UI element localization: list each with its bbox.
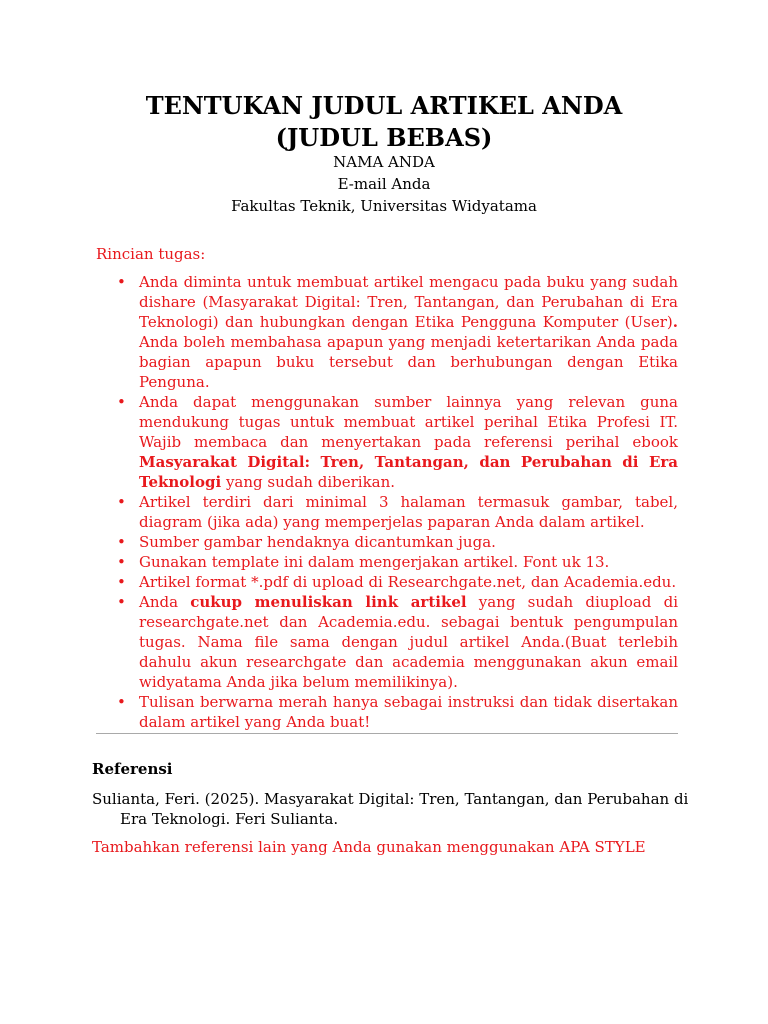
author-name: NAMA ANDA — [333, 153, 435, 171]
bullet-icon: • — [117, 553, 126, 571]
instruction-text: Sumber gambar hendaknya dicantumkan juga. — [139, 533, 496, 551]
instruction-text: yang sudah diupload di researchgate.net dan Academia.edu. sebagai bentuk pengumpulan tugas. Nama file sama dengan judul artikel Anda.(Buat terlebih dahulu akun researchgate dan academia menggunakan akun email widyatama Anda jika belum memilikinya). — [139, 593, 678, 691]
list-item — [96, 392, 678, 492]
instruction-bold-text: cukup menuliskan link artikel — [190, 593, 467, 611]
references-heading: Referensi — [92, 760, 173, 778]
instruction-text: Artikel terdiri dari minimal 3 halaman termasuk gambar, tabel, diagram (jika ada) yang memperjelas paparan Anda dalam artikel. — [139, 493, 678, 531]
author-affiliation: Fakultas Teknik, Universitas Widyatama — [231, 197, 537, 215]
instruction-text: Gunakan template ini dalam mengerjakan artikel. Font uk 13. — [139, 553, 610, 571]
instruction-text: Anda — [139, 593, 191, 611]
bullet-icon: • — [117, 693, 126, 711]
instruction-text: Anda dapat menggunakan sumber lainnya yang relevan guna mendukung tugas untuk membuat artikel perihal Etika Profesi IT. Wajib membaca dan menyertakan pada referensi perihal ebook — [139, 393, 678, 451]
list-item — [96, 272, 678, 392]
section-divider — [96, 733, 678, 734]
instructions-list — [96, 272, 678, 732]
list-item — [96, 592, 678, 692]
list-item — [96, 572, 678, 592]
instruction-text: Anda boleh membahasa apapun yang menjadi ketertarikan Anda pada bagian apapun buku tersebut dan berhubungan dengan Etika Penguna. — [139, 333, 678, 391]
instruction-text: Anda diminta untuk membuat artikel mengacu pada buku yang sudah dishare (Masyarakat Digital: Tren, Tantangan, dan Perubahan di Era Teknologi) dan hubungkan dengan Etika Pengguna Komputer (User) — [139, 273, 678, 331]
list-item — [96, 492, 678, 532]
references-note: Tambahkan referensi lain yang Anda gunakan menggunakan APA STYLE — [92, 838, 646, 856]
article-title: TENTUKAN JUDUL ARTIKEL ANDA (JUDUL BEBAS) — [145, 91, 623, 152]
reference-entry: Sulianta, Feri. (2025). Masyarakat Digital: Tren, Tantangan, dan Perubahan di Era Teknologi. Feri Sulianta. — [92, 790, 689, 828]
instructions-heading: Rincian tugas: — [96, 245, 206, 263]
bullet-icon: • — [117, 273, 126, 291]
bullet-icon: • — [117, 573, 126, 591]
instruction-text: Artikel format *.pdf di upload di Researchgate.net, dan Academia.edu. — [139, 573, 677, 591]
bullet-icon: • — [117, 593, 126, 611]
instruction-bold-text: Masyarakat Digital: Tren, Tantangan, dan Perubahan di Era Teknologi — [139, 453, 678, 491]
list-item — [96, 552, 678, 572]
list-item — [96, 692, 678, 732]
author-email: E-mail Anda — [337, 175, 431, 193]
instruction-period: . — [672, 313, 678, 331]
list-item — [96, 532, 678, 552]
bullet-icon: • — [117, 493, 126, 511]
instruction-text: yang sudah diberikan. — [221, 473, 396, 491]
bullet-icon: • — [117, 393, 126, 411]
bullet-icon: • — [117, 533, 126, 551]
instruction-text: Tulisan berwarna merah hanya sebagai instruksi dan tidak disertakan dalam artikel yang Anda buat! — [139, 693, 678, 731]
